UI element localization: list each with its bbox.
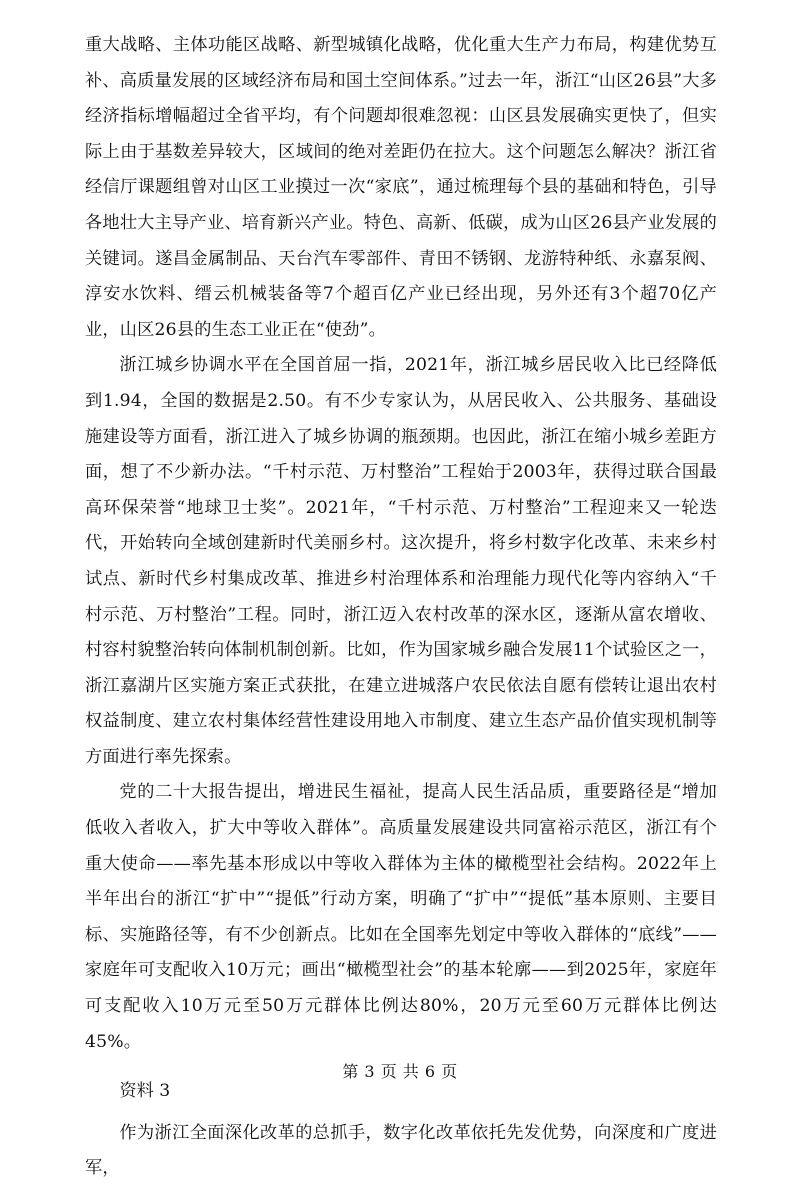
paragraph-mountain-counties: 重大战略、主体功能区战略、新型城镇化战略，优化重大生产力布局，构建优势互补、高质量发展的区域经济布局和国土空间体系。”过去一年，浙江“山区26县”大多经济指标增幅超过全省平均，有个问题却很难忽视：山区县发展确实更快了，但实际上由于基数差异较大，区域间的绝对差距仍在拉大。这个问题怎么解决？浙江省经信厅课题组曾对山区工业摸过一次“家底”，通过梳理每个县的基础和特色，引导各地壮大主导产业、培育新兴产业。特色、高新、低碳，成为山区26县产业发展的关键词。遂昌金属制品、天台汽车零部件、青田不锈钢、龙游特种纸、永嘉泵阀、淳安水饮料、缙云机械装备等7个超百亿产业已经出现，另外还有3个超70亿产业，山区26县的生态工业正在“使劲”。 xyxy=(85,35,717,340)
document-body xyxy=(85,28,717,1187)
page-footer: 第 3 页 共 6 页 xyxy=(342,1062,458,1081)
paragraph-middle-income: 党的二十大报告提出，增进民生福祉，提高人民生活品质，重要路径是“增加低收入者收入，扩大中等收入群体”。高质量发展建设共同富裕示范区，浙江有个重大使命——率先基本形成以中等收入群体为主体的橄榄型社会结构。2022年上半年出台的浙江“扩中”“提低”行动方案，明确了“扩中”“提低”基本原则、主要目标、实施路径等，有不少创新点。比如在全国率先划定中等收入群体的“底线”——家庭年可支配收入10万元；画出“橄榄型社会”的基本轮廓——到2025年，家庭年可支配收入10万元至50万元群体比例达80%，20万元至60万元群体比例达45%。 xyxy=(85,782,717,1052)
paragraph-digital-reform: 作为浙江全面深化改革的总抓手，数字化改革依托先发优势，向深度和广度进军， xyxy=(85,1122,717,1179)
section-heading: 资料 3 xyxy=(119,1081,171,1102)
paragraph-urban-rural: 浙江城乡协调水平在全国首屈一指，2021年，浙江城乡居民收入比已经降低到1.94，全国的数据是2.50。有不少专家认为，从居民收入、公共服务、基础设施建设等方面看，浙江进入了城乡协调的瓶颈期。也因此，浙江在缩小城乡差距方面，想了不少新办法。“千村示范、万村整治”工程始于2003年，获得过联合国最高环保荣誉“地球卫士奖”。2021年，“千村示范、万村整治”工程迎来又一轮迭代，开始转向全域创建新时代美丽乡村。这次提升，将乡村数字化改革、未来乡村试点、新时代乡村集成改革、推进乡村治理体系和治理能力现代化等内容纳入“千村示范、万村整治”工程。同时，浙江迈入农村改革的深水区，逐渐从富农增收、村容村貌整治转向体制机制创新。比如，作为国家城乡融合发展11个试验区之一，浙江嘉湖片区实施方案正式获批，在建立进城落户农民依法自愿有偿转让退出农村权益制度、建立农村集体经营性建设用地入市制度、建立生态产品价值实现机制等方面进行率先探索。 xyxy=(85,355,717,767)
